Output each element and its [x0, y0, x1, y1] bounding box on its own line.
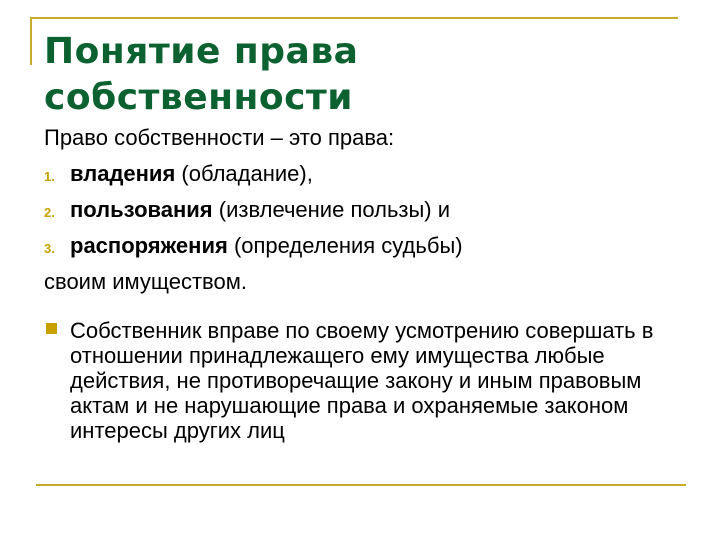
bullet-text: Собственник вправе по своему усмотрению совершать в отношении принадлежащего ему имущества любые действия, не противоречащие закону и иным правовым актам и не нарушающие права и охраняемые законом интересы других лиц	[70, 318, 654, 443]
list-number: 2.	[44, 205, 55, 220]
square-bullet-icon	[46, 323, 57, 334]
slide-title	[44, 29, 358, 121]
bottom-rule	[36, 484, 686, 486]
top-rule	[30, 17, 678, 19]
list-term: распоряжения	[70, 233, 228, 258]
list-number: 3.	[44, 241, 55, 256]
list-item-possession	[44, 156, 684, 192]
list-number: 1.	[44, 169, 55, 184]
list-note: (определения судьбы)	[227, 233, 463, 258]
intro-text: Право собственности – это права:	[44, 125, 395, 150]
slide-body	[44, 120, 684, 300]
list-item-use	[44, 192, 684, 228]
list-item-disposal	[44, 228, 684, 264]
list-term: владения	[70, 161, 176, 186]
title-line-2: собственности	[44, 77, 354, 118]
list-note: (извлечение пользы) и	[212, 197, 451, 222]
left-rule	[30, 17, 32, 65]
list-term: пользования	[70, 197, 213, 222]
bullet-paragraph	[44, 318, 684, 443]
title-line-1: Понятие права	[44, 31, 359, 72]
list-note: (обладание),	[175, 161, 313, 186]
tail-text: своим имуществом.	[44, 269, 247, 294]
